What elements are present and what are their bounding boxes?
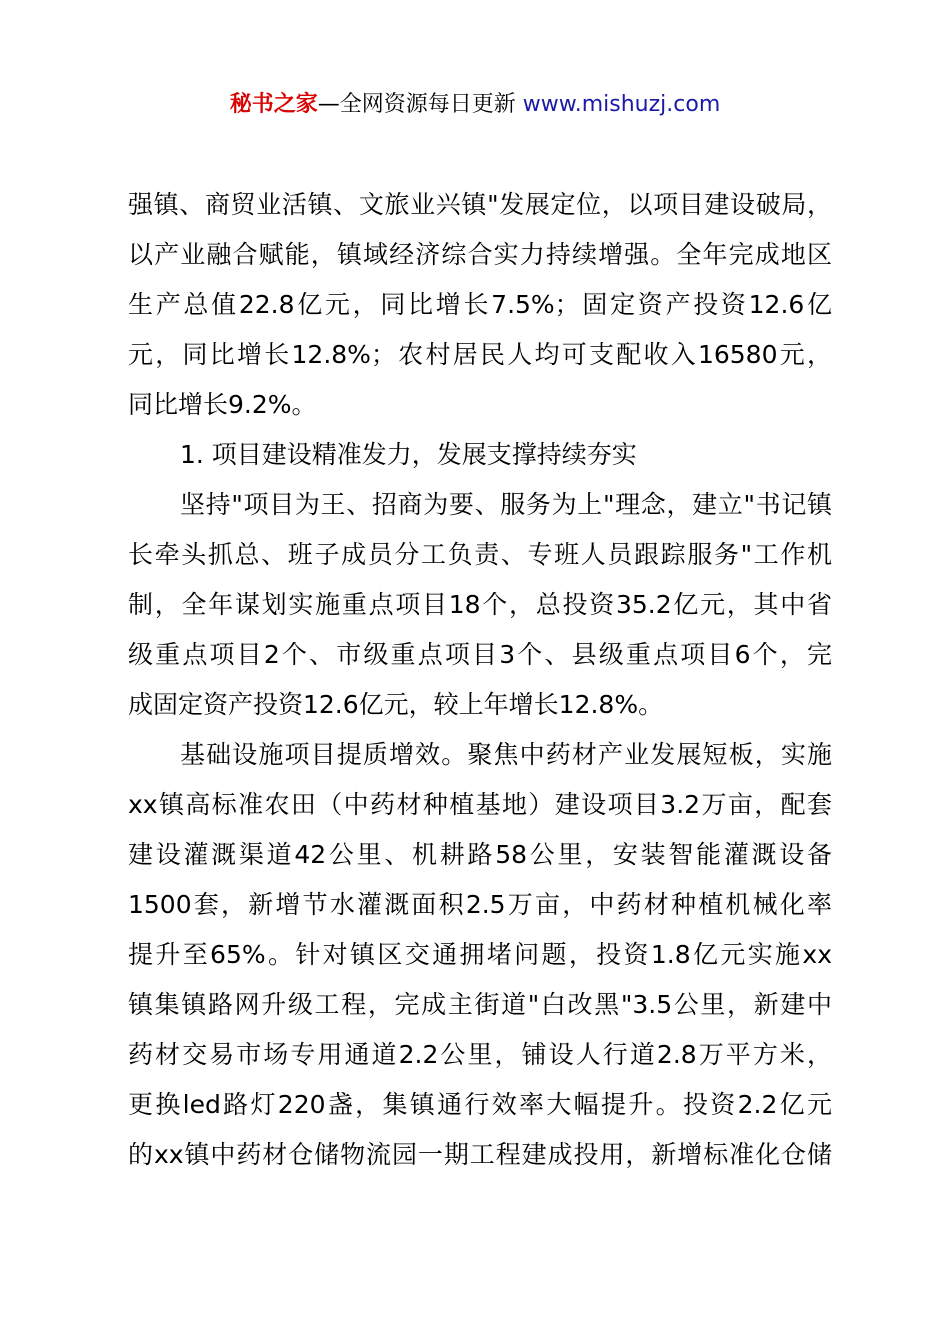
text-line: 1500套，新增节水灌溉面积2.5万亩，中药材种植机械化率 <box>128 890 832 919</box>
text-line: 药材交易市场专用通道2.2公里，铺设人行道2.8万平方米， <box>128 1040 832 1069</box>
text-line: 镇集镇路网升级工程，完成主街道"白改黑"3.5公里，新建中 <box>128 990 832 1019</box>
text-line: 级重点项目2个、市级重点项目3个、县级重点项目6个，完 <box>128 640 832 669</box>
header-tagline: —全网资源每日更新 <box>317 92 516 117</box>
text-line: 建设灌溉渠道42公里、机耕路58公里，安装智能灌溉设备 <box>128 840 832 869</box>
text-line: 更换led路灯220盏，集镇通行效率大幅提升。投资2.2亿元 <box>128 1090 832 1119</box>
section-heading: 1. 项目建设精准发力，发展支撑持续夯实 <box>180 440 637 469</box>
text-line: 同比增长9.2%。 <box>128 390 317 419</box>
text-line: 的xx镇中药材仓储物流园一期工程建成投用，新增标准化仓储 <box>128 1140 832 1169</box>
brand-name: 秘书之家 <box>229 92 318 117</box>
text-line: 元，同比增长12.8%；农村居民人均可支配收入16580元， <box>128 340 832 369</box>
text-line: 长牵头抓总、班子成员分工负责、专班人员跟踪服务"工作机 <box>128 540 832 569</box>
site-url-link[interactable]: www.mishuzj.com <box>522 92 721 117</box>
text-line: 制，全年谋划实施重点项目18个，总投资35.2亿元，其中省 <box>128 590 832 619</box>
text-line: xx镇高标准农田（中药材种植基地）建设项目3.2万亩，配套 <box>128 790 832 819</box>
text-line: 坚持"项目为王、招商为要、服务为上"理念，建立"书记镇 <box>180 490 832 519</box>
page-header <box>0 88 950 122</box>
text-line: 生产总值22.8亿元，同比增长7.5%；固定资产投资12.6亿 <box>128 290 832 319</box>
text-line: 以产业融合赋能，镇域经济综合实力持续增强。全年完成地区 <box>128 240 832 269</box>
text-line: 基础设施项目提质增效。聚焦中药材产业发展短板，实施 <box>180 740 832 769</box>
text-line: 成固定资产投资12.6亿元，较上年增长12.8%。 <box>128 690 664 719</box>
text-line: 提升至65%。针对镇区交通拥堵问题，投资1.8亿元实施xx <box>128 940 832 969</box>
text-line: 强镇、商贸业活镇、文旅业兴镇"发展定位，以项目建设破局， <box>128 190 832 219</box>
document-body <box>128 180 832 1180</box>
